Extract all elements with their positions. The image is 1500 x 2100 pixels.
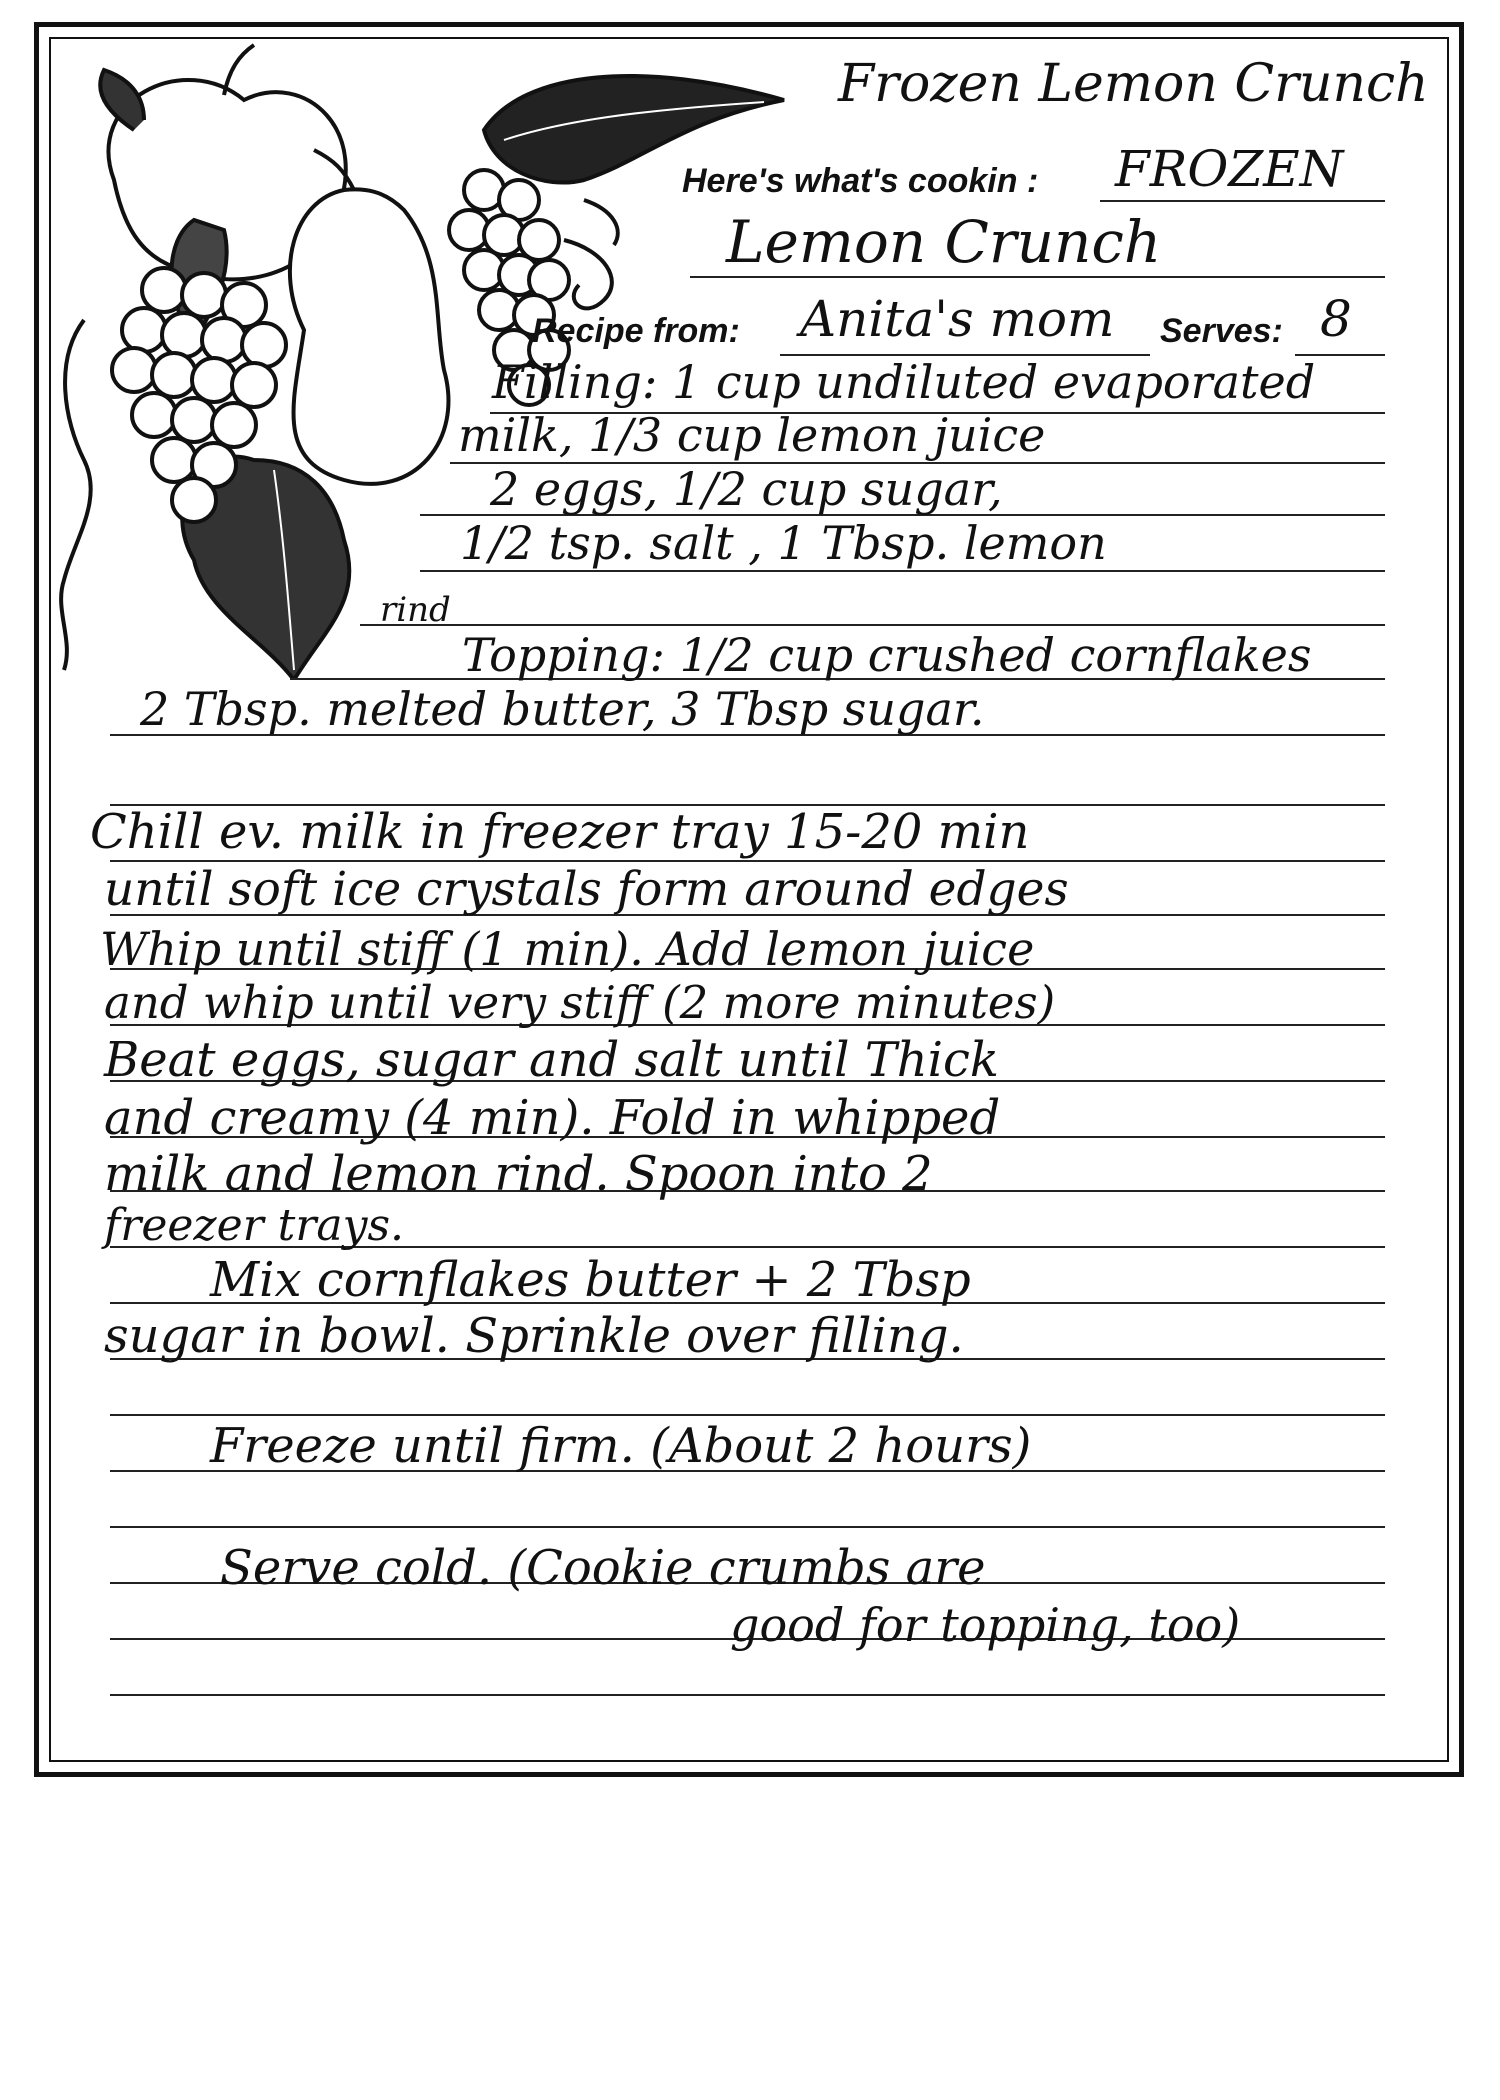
direction-line: Serve cold. (Cookie crumbs are: [220, 1540, 986, 1596]
serves-label: Serves:: [1160, 312, 1283, 350]
heres-whats-cookin-label: Here's what's cookin :: [682, 162, 1039, 200]
direction-line: until soft ice crystals form around edges: [104, 862, 1069, 917]
direction-line: Chill ev. milk in freezer tray 15-20 min: [90, 804, 1030, 860]
direction-line: Mix cornflakes butter + 2 Tbsp: [210, 1252, 971, 1308]
recipe-from-value: Anita's mom: [800, 290, 1115, 348]
direction-line: milk and lemon rind. Spoon into 2: [104, 1146, 933, 1202]
ingredient-line: Filling: 1 cup undiluted evaporated: [492, 355, 1316, 409]
rule-dir-11: [110, 1414, 1385, 1416]
rule-cookin-2: [690, 276, 1385, 278]
ingredient-line: 2 Tbsp. melted butter, 3 Tbsp sugar.: [140, 682, 985, 736]
direction-line: good for topping, too): [730, 1598, 1241, 1652]
serves-value: 8: [1320, 290, 1352, 348]
rule-ing-3: [420, 570, 1385, 572]
heres-whats-cookin-value-1: FROZEN: [1115, 140, 1344, 198]
direction-line: sugar in bowl. Sprinkle over filling.: [104, 1308, 964, 1364]
ingredient-line: rind: [380, 590, 451, 630]
card-title: Frozen Lemon Crunch: [838, 54, 1429, 114]
ingredient-line: 2 eggs, 1/2 cup sugar,: [490, 462, 1003, 516]
rule-ing-4: [360, 624, 1385, 626]
rule-dir-13: [110, 1526, 1385, 1528]
direction-line: Whip until stiff (1 min). Add lemon juice: [100, 922, 1035, 976]
direction-line: and whip until very stiff (2 more minutes): [104, 976, 1056, 1029]
rule-dir-16: [110, 1694, 1385, 1696]
heres-whats-cookin-field: [682, 162, 1038, 201]
recipe-from-label: Recipe from:: [532, 312, 740, 350]
direction-line: and creamy (4 min). Fold in whipped: [104, 1090, 1001, 1146]
ingredient-line: milk, 1/3 cup lemon juice: [458, 408, 1046, 462]
ingredient-line: 1/2 tsp. salt , 1 Tbsp. lemon: [460, 516, 1107, 570]
direction-line: freezer trays.: [104, 1200, 405, 1251]
ingredient-line: Topping: 1/2 cup crushed cornflakes: [462, 628, 1312, 682]
heres-whats-cookin-value-2: Lemon Crunch: [726, 208, 1162, 276]
direction-line: Freeze until firm. (About 2 hours): [210, 1418, 1032, 1474]
rule-cookin-1: [1100, 200, 1385, 202]
direction-line: Beat eggs, sugar and salt until Thick: [104, 1032, 999, 1088]
